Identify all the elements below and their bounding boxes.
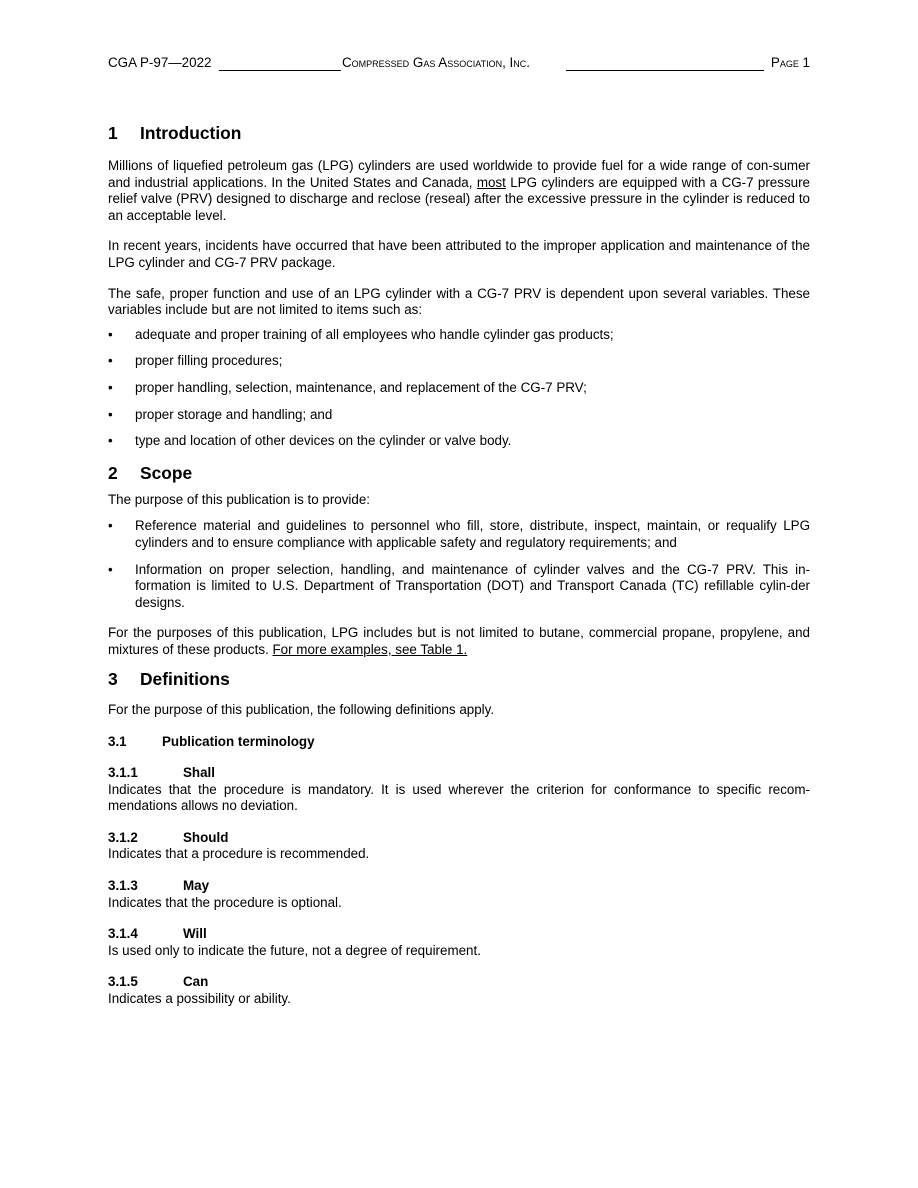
list-item-text: Information on proper selection, handling, and maintenance of cylinder valves and the CG-7 PRV. This in-formation is limited to U.S. Department of Transportation (DOT) and Transport Canada (TC) refillable cylin-der designs. (135, 561, 810, 610)
definition-number: 3.1.2 (108, 829, 138, 845)
definition-text: Is used only to indicate the future, not a degree of requirement. (108, 942, 481, 958)
header-page-number: Page 1 (770, 55, 810, 70)
section-number: 2 (108, 462, 118, 483)
definition-entry (108, 830, 810, 863)
definition-term: Will (183, 926, 207, 942)
definition-text: Indicates a possibility or ability. (108, 991, 291, 1006)
document-body (108, 120, 810, 1008)
paragraph (108, 158, 810, 224)
list-item (108, 327, 810, 344)
definition-number: 3.1.1 (108, 765, 138, 781)
bullet-icon: • (108, 561, 113, 577)
subsection-heading (108, 733, 810, 751)
header-organization: Compressed Gas Association, Inc. (342, 55, 530, 70)
paragraph-text: LPG cylinders are equipped with a CG-7 pressure relief valve (PRV) designed to discharge and reclose (reseal) after the excessive pressure in the cylinder is reduced to an acceptable level. (108, 174, 810, 223)
header-doc-id: CGA P-97—2022 (108, 55, 212, 70)
section-heading-scope (108, 460, 810, 486)
paragraph-text: Millions of liquefied petroleum gas (LPG) cylinders are used worldwide to provide fuel for a wide range of con-sumer and industrial applications. In the United States and Canada, (108, 158, 810, 190)
table-reference-link[interactable]: For more examples, see Table 1. (272, 641, 468, 657)
definition-term: May (183, 878, 210, 894)
definition-heading (108, 830, 810, 847)
definition-entry (108, 765, 810, 815)
list-item (108, 407, 810, 424)
section-title: Introduction (140, 123, 242, 143)
bullet-icon: • (108, 406, 113, 422)
definition-entry (108, 878, 810, 911)
subsection-title: Publication terminology (162, 734, 315, 750)
paragraph-text: For the purposes of this publication, LPG includes but is not limited to butane, commercial propane, propylene, and mixtures of these products. (108, 625, 810, 657)
definition-heading (108, 765, 810, 782)
bullet-icon: • (108, 379, 113, 395)
section-title: Scope (140, 462, 193, 483)
definition-text: Indicates that a procedure is recommended. (108, 846, 370, 862)
running-header (108, 54, 810, 72)
list-item (108, 518, 810, 551)
definition-entry (108, 974, 810, 1007)
paragraph: The purpose of this publication is to provide: (108, 491, 371, 507)
paragraph: The safe, proper function and use of an LPG cylinder with a CG-7 PRV is dependent upon several variables. These variables include but are not limited to items such as: (108, 285, 810, 318)
bullet-icon: • (108, 518, 113, 534)
list-item-text: Reference material and guidelines to personnel who fill, store, distribute, inspect, maintain, or requalify LPG cylinders and to ensure compliance with applicable safety and regulatory requirements; and (135, 518, 810, 550)
definition-term: Should (183, 829, 229, 845)
list-item (108, 433, 810, 450)
bullet-list (108, 518, 810, 611)
list-item (108, 380, 810, 397)
list-item-text: adequate and proper training of all employees who handle cylinder gas products; (135, 326, 614, 342)
list-item (108, 562, 810, 612)
definition-entry (108, 926, 810, 959)
definition-text: Indicates that the procedure is optional. (108, 894, 342, 910)
bullet-icon: • (108, 353, 113, 369)
underlined-text: most (476, 174, 506, 190)
definition-heading (108, 926, 810, 943)
section-number: 3 (108, 669, 118, 690)
section-heading-definitions (108, 666, 810, 692)
subsection-number: 3.1 (108, 734, 127, 750)
list-item-text: proper filling procedures; (135, 353, 283, 369)
section-title: Definitions (140, 669, 230, 690)
definition-number: 3.1.3 (108, 878, 138, 894)
list-item-text: type and location of other devices on the cylinder or valve body. (135, 433, 512, 449)
definition-term: Can (183, 974, 209, 990)
paragraph (108, 625, 810, 658)
list-item-text: proper handling, selection, maintenance, and replacement of the CG-7 PRV; (135, 379, 587, 395)
header-rule-right (566, 70, 764, 71)
definition-number: 3.1.5 (108, 974, 138, 990)
section-heading-introduction (108, 120, 810, 146)
bullet-list (108, 327, 810, 450)
definition-heading (108, 878, 810, 895)
paragraph: For the purpose of this publication, the following definitions apply. (108, 702, 495, 718)
bullet-icon: • (108, 326, 113, 342)
bullet-icon: • (108, 433, 113, 449)
paragraph: In recent years, incidents have occurred that have been attributed to the improper application and maintenance of the LPG cylinder and CG-7 PRV package. (108, 238, 810, 270)
header-rule-left (219, 70, 341, 71)
section-number: 1 (108, 123, 118, 143)
definition-heading (108, 974, 810, 991)
definition-term: Shall (183, 765, 215, 781)
list-item (108, 353, 810, 370)
definition-number: 3.1.4 (108, 926, 138, 942)
definition-text: Indicates that the procedure is mandatory. It is used wherever the criterion for conformance to specific recom-mendations allows no deviation. (108, 781, 810, 814)
list-item-text: proper storage and handling; and (135, 406, 333, 422)
